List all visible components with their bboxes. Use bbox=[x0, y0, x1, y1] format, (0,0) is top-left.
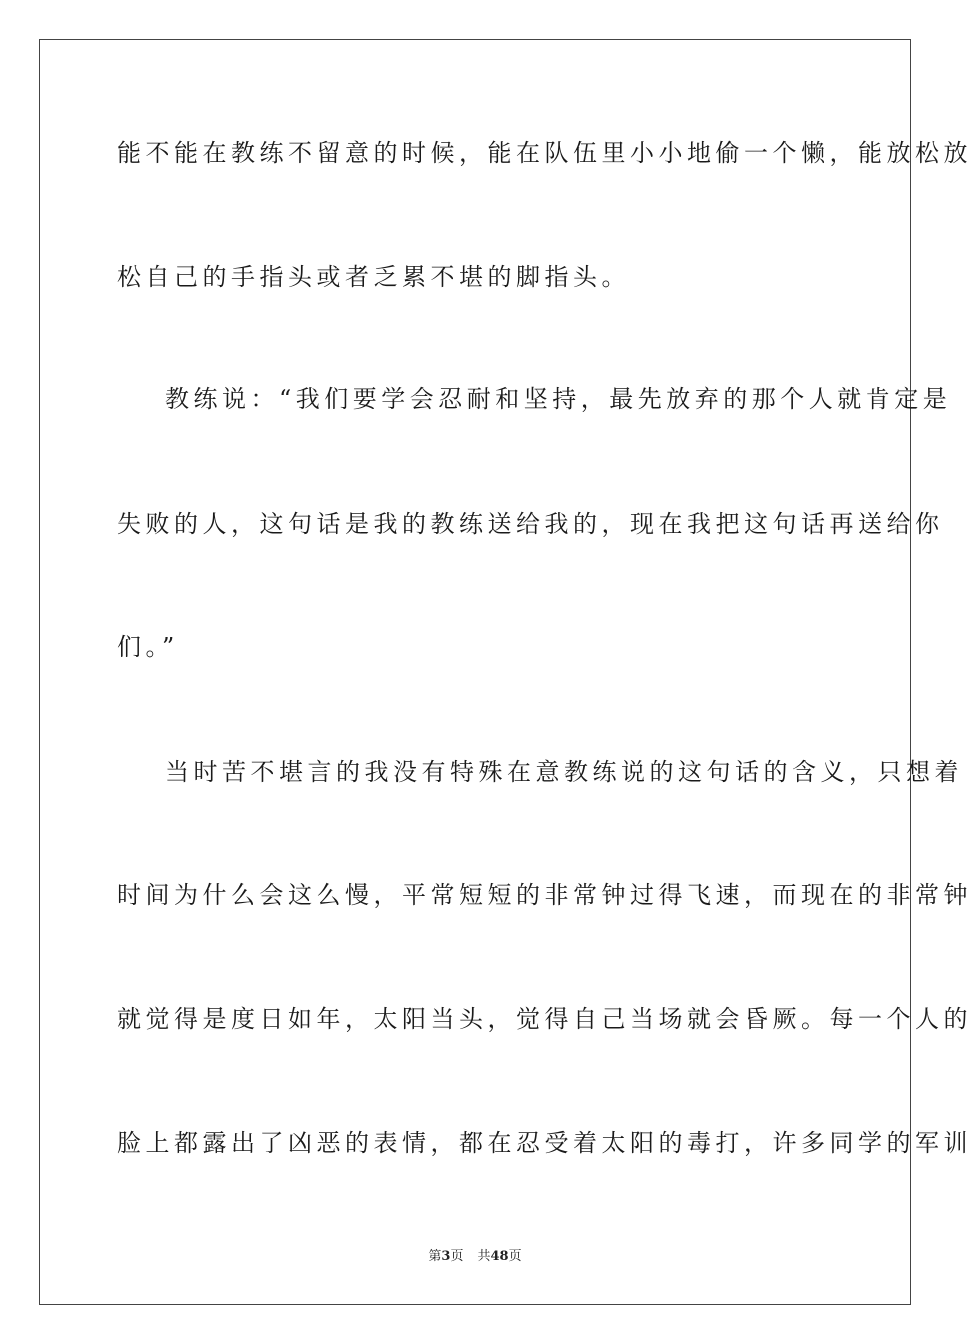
body-line: 脸上都露出了凶恶的表情，都在忍受着太阳的毒打，许多同学的军训 bbox=[117, 1129, 972, 1157]
paragraph-start-line: 教练说：“我们要学会忍耐和坚持，最先放弃的那个人就肯定是 bbox=[165, 385, 952, 413]
body-line: 就觉得是度日如年，太阳当头，觉得自己当场就会昏厥。每一个人的 bbox=[117, 1005, 972, 1033]
body-line: 能不能在教练不留意的时候，能在队伍里小小地偷一个懒，能放松放 bbox=[117, 139, 972, 167]
total-suffix: 页 bbox=[508, 1249, 522, 1264]
page-number: 3 bbox=[441, 1249, 451, 1264]
body-line: 失败的人，这句话是我的教练送给我的，现在我把这句话再送给你 bbox=[117, 510, 944, 538]
total-prefix: 共 bbox=[477, 1249, 491, 1264]
page-border bbox=[39, 39, 972, 1305]
total-pages: 48 bbox=[490, 1249, 509, 1264]
body-line: 们。” bbox=[117, 633, 179, 661]
paragraph-start-line: 当时苦不堪言的我没有特殊在意教练说的这句话的含义，只想着 bbox=[165, 758, 963, 786]
body-line: 松自己的手指头或者乏累不堪的脚指头。 bbox=[117, 263, 630, 291]
page-prefix: 第 bbox=[428, 1249, 442, 1264]
page-footer bbox=[0, 1248, 950, 1266]
body-line: 时间为什么会这么慢，平常短短的非常钟过得飞速，而现在的非常钟 bbox=[117, 881, 972, 909]
page-suffix: 页 bbox=[450, 1249, 464, 1264]
